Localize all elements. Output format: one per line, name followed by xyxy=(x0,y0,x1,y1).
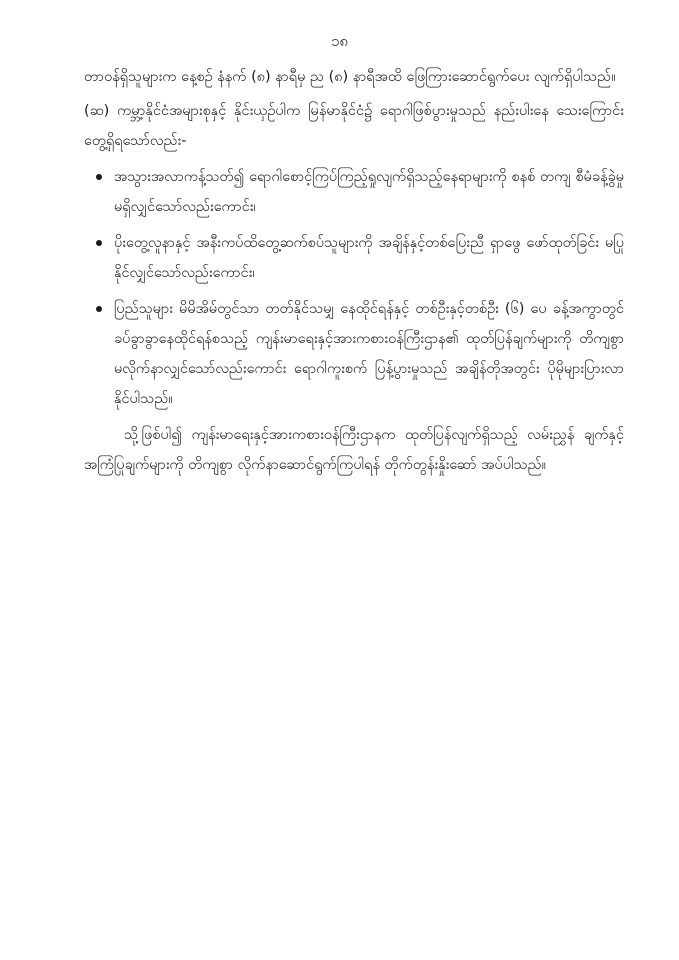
paragraph-continuation: တာဝန်ရှိသူများက နေ့စဉ် နံနက် (၈) နာရီမှ ည (၈) နာရီအထိ ဖြေကြားဆောင်ရွက်ပေး လျက်ရှိပါသည်။ xyxy=(84,69,616,85)
bullet-text: ပိုးတွေ့လူနာနှင့် အနီးကပ်ထိတွေ့ဆက်စပ်သူများကို အချိန်နှင့်တစ်ပြေးညီ ရှာဖွေ ဖော်ထုတ်ခြင်း မပြုနိုင်လျှင်သော်လည်းကောင်း၊ xyxy=(114,235,624,281)
bullet-list xyxy=(84,162,624,414)
bullet-text: ပြည်သူများ မိမိအိမ်တွင်သာ တတ်နိုင်သမျှ နေထိုင်ရန်နှင့် တစ်ဦးနှင့်တစ်ဦး (၆) ပေ ခန့်အကွာတွင် ခပ်ခွာခွာနေထိုင်ရန်စသည့် ကျန်းမာရေးနှင့်အားကစားဝန်ကြီးဌာန၏ ထုတ်ပြန်ချက်များကို တိကျစွာ မလိုက်နာလျှင်သော်လည်းကောင်း ရောဂါကူးစက် ပြန့်ပွားမှုသည် အချိန်တိုအတွင်း ပိုမိုများပြားလာနိုင်ပါသည်။ xyxy=(114,301,624,407)
paragraph-closing: သို့ဖြစ်ပါ၍ ကျန်းမာရေးနှင့်အားကစားဝန်ကြီးဌာနက ထုတ်ပြန်လျက်ရှိသည့် လမ်းညွှန် ချက်နှင့် အကြံပြုချက်များကို တိကျစွာ လိုက်နာဆောင်ရွက်ကြပါရန် တိုက်တွန်းနှိုးဆော် အပ်ပါသည်။ xyxy=(84,427,624,473)
document-body xyxy=(84,62,624,486)
bullet-item xyxy=(84,162,624,222)
bullet-dot-icon xyxy=(96,306,102,312)
bullet-item xyxy=(84,294,624,414)
page-number: ၁၈ xyxy=(330,32,348,50)
bullet-dot-icon xyxy=(96,240,102,246)
bullet-text: အသွားအလာကန့်သတ်၍ ရောဂါစောင့်ကြပ်ကြည့်ရှုလျက်ရှိသည့်နေရာများကို စနစ် တကျ စီမံခန့်ခွဲမှု မရှိလျှင်သော်လည်းကောင်း၊ xyxy=(114,169,624,215)
bullet-dot-icon xyxy=(96,174,102,180)
bullet-item xyxy=(84,228,624,288)
paragraph-section-sa: (ဆ) ကမ္ဘာ့နိုင်ငံအများစုနှင့် နိုင်းယှဉ်ပါက မြန်မာနိုင်ငံ၌ ရောဂါဖြစ်ပွားမှုသည် နည်းပါးနေ သေးကြောင်း တွေ့ရှိရသော်လည်း- xyxy=(84,103,624,149)
